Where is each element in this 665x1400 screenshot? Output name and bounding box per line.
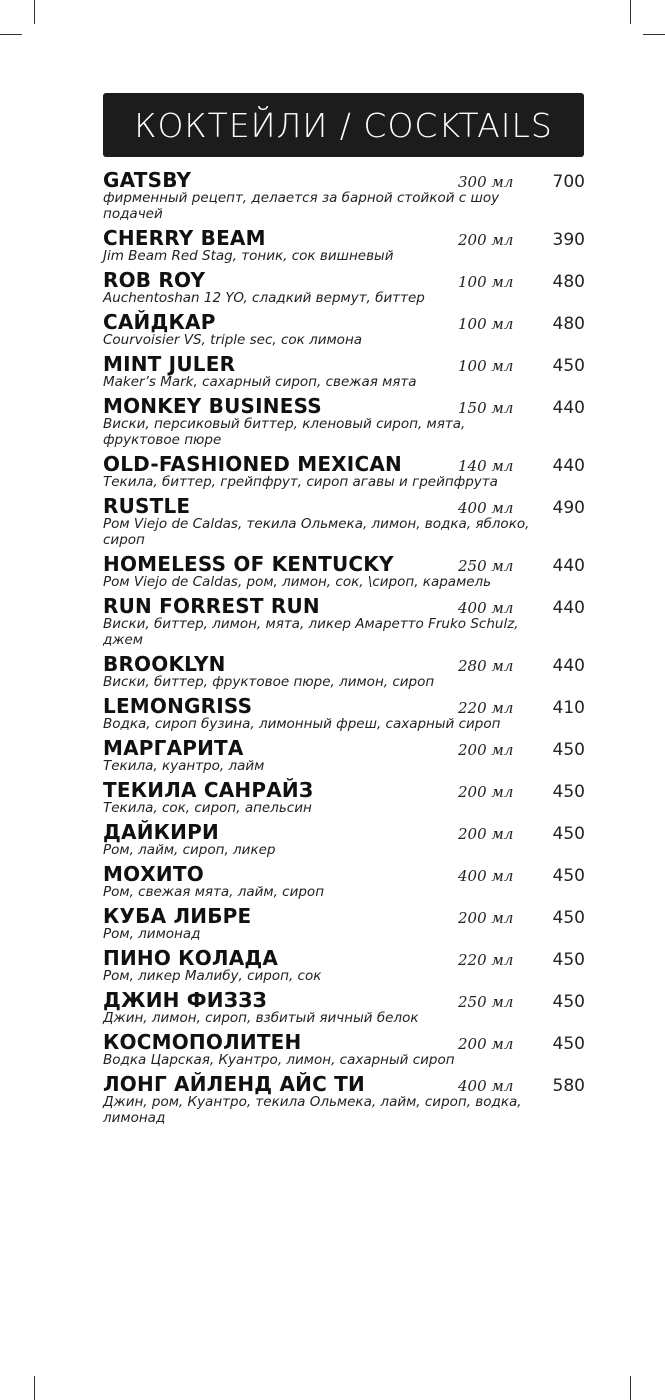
cocktail-volume: 200 мл — [458, 909, 514, 927]
cocktail-description: Джин, лимон, сироп, взбитый яичный белок — [103, 1010, 419, 1026]
menu-item — [103, 1072, 593, 1126]
cocktail-price: 450 — [552, 866, 585, 886]
cocktail-name: ЛОНГ АЙЛЕНД АЙС ТИ — [103, 1072, 365, 1096]
menu-item — [103, 778, 593, 816]
menu-item — [103, 594, 593, 648]
cocktail-name: RUSTLE — [103, 494, 191, 518]
cocktail-price: 450 — [552, 908, 585, 928]
cocktail-price: 480 — [552, 314, 585, 334]
menu-item — [103, 168, 593, 222]
cocktail-price: 450 — [552, 950, 585, 970]
cocktail-name: GATSBY — [103, 168, 192, 192]
section-header — [103, 93, 584, 157]
cocktail-description: Jim Beam Red Stag, тоник, сок вишневый — [103, 248, 394, 264]
menu-item — [103, 1030, 593, 1068]
menu-item — [103, 310, 593, 348]
cocktail-description: Виски, биттер, лимон, мята, ликер Амаретто Fruko Schulz, джем — [103, 616, 519, 648]
cocktail-price: 450 — [552, 824, 585, 844]
crop-mark — [34, 0, 35, 24]
cocktail-volume: 150 мл — [458, 399, 514, 417]
cocktail-description: Джин, ром, Куантро, текила Ольмека, лайм, сироп, водка, лимонад — [103, 1094, 522, 1126]
cocktail-volume: 200 мл — [458, 783, 514, 801]
cocktail-volume: 400 мл — [458, 1077, 514, 1095]
cocktail-name: ПИНО КОЛАДА — [103, 946, 279, 970]
cocktail-name: RUN FORREST RUN — [103, 594, 320, 618]
menu-item — [103, 736, 593, 774]
crop-mark — [630, 0, 631, 24]
cocktail-list — [103, 168, 593, 1130]
cocktail-price: 440 — [552, 398, 585, 418]
cocktail-description: Виски, биттер, фруктовое пюре, лимон, сироп — [103, 674, 435, 690]
cocktail-name: MONKEY BUSINESS — [103, 394, 322, 418]
cocktail-price: 410 — [552, 698, 585, 718]
menu-item — [103, 946, 593, 984]
menu-item — [103, 352, 593, 390]
cocktail-description: фирменный рецепт, делается за барной стойкой с шоу подачей — [103, 190, 500, 222]
menu-item — [103, 268, 593, 306]
section-title: КОКТЕЙЛИ / COCKTAILS — [134, 105, 553, 145]
cocktail-description: Виски, персиковый биттер, кленовый сироп, мята, фруктовое пюре — [103, 416, 466, 448]
menu-item — [103, 652, 593, 690]
cocktail-name: BROOKLYN — [103, 652, 226, 676]
cocktail-description: Ром, свежая мята, лайм, сироп — [103, 884, 325, 900]
crop-mark — [0, 34, 22, 35]
crop-mark — [630, 1376, 631, 1400]
menu-item — [103, 452, 593, 490]
cocktail-price: 450 — [552, 992, 585, 1012]
cocktail-volume: 250 мл — [458, 993, 514, 1011]
cocktail-volume: 200 мл — [458, 741, 514, 759]
crop-mark — [643, 34, 665, 35]
cocktail-price: 450 — [552, 1034, 585, 1054]
cocktail-description: Ром, ликер Малибу, сироп, сок — [103, 968, 322, 984]
cocktail-volume: 300 мл — [458, 173, 514, 191]
menu-item — [103, 862, 593, 900]
cocktail-price: 700 — [552, 172, 585, 192]
cocktail-name: КУБА ЛИБРЕ — [103, 904, 252, 928]
cocktail-name: LEMONGRISS — [103, 694, 253, 718]
cocktail-volume: 400 мл — [458, 499, 514, 517]
cocktail-price: 490 — [552, 498, 585, 518]
cocktail-volume: 100 мл — [458, 273, 514, 291]
crop-mark — [34, 1376, 35, 1400]
cocktail-volume: 280 мл — [458, 657, 514, 675]
cocktail-price: 440 — [552, 598, 585, 618]
cocktail-description: Auchentoshan 12 YO, сладкий вермут, биттер — [103, 290, 425, 306]
cocktail-volume: 220 мл — [458, 699, 514, 717]
cocktail-volume: 400 мл — [458, 867, 514, 885]
menu-item — [103, 694, 593, 732]
cocktail-price: 480 — [552, 272, 585, 292]
cocktail-description: Текила, биттер, грейпфрут, сироп агавы и грейпфрута — [103, 474, 498, 490]
cocktail-description: Водка Царская, Куантро, лимон, сахарный сироп — [103, 1052, 455, 1068]
menu-item — [103, 494, 593, 548]
cocktail-description: Maker’s Mark, сахарный сироп, свежая мята — [103, 374, 417, 390]
cocktail-price: 450 — [552, 356, 585, 376]
cocktail-volume: 100 мл — [458, 315, 514, 333]
cocktail-price: 390 — [552, 230, 585, 250]
cocktail-description: Ром, лимонад — [103, 926, 201, 942]
cocktail-name: САЙДКАР — [103, 310, 216, 334]
cocktail-name: ТЕКИЛА САНРАЙЗ — [103, 778, 314, 802]
menu-item — [103, 904, 593, 942]
cocktail-description: Водка, сироп бузина, лимонный фреш, сахарный сироп — [103, 716, 501, 732]
cocktail-name: CHERRY BEAM — [103, 226, 266, 250]
cocktail-price: 450 — [552, 740, 585, 760]
cocktail-name: MINT JULER — [103, 352, 236, 376]
cocktail-description: Ром, лайм, сироп, ликер — [103, 842, 276, 858]
cocktail-price: 440 — [552, 656, 585, 676]
cocktail-volume: 220 мл — [458, 951, 514, 969]
cocktail-name: МАРГАРИТА — [103, 736, 244, 760]
cocktail-volume: 140 мл — [458, 457, 514, 475]
menu-item — [103, 988, 593, 1026]
cocktail-name: КОСМОПОЛИТЕН — [103, 1030, 302, 1054]
cocktail-name: ДЖИН ФИЗЗЗ — [103, 988, 267, 1012]
cocktail-volume: 100 мл — [458, 357, 514, 375]
cocktail-volume: 250 мл — [458, 557, 514, 575]
cocktail-description: Ром Viejo de Caldas, текила Ольмека, лимон, водка, яблоко, сироп — [103, 516, 530, 548]
menu-item — [103, 226, 593, 264]
cocktail-name: HOMELESS OF KENTUCKY — [103, 552, 394, 576]
cocktail-name: ROB ROY — [103, 268, 206, 292]
cocktail-volume: 200 мл — [458, 825, 514, 843]
cocktail-description: Текила, куантро, лайм — [103, 758, 265, 774]
cocktail-description: Текила, сок, сироп, апельсин — [103, 800, 312, 816]
cocktail-volume: 200 мл — [458, 231, 514, 249]
cocktail-name: МОХИТО — [103, 862, 204, 886]
cocktail-name: OLD-FASHIONED MEXICAN — [103, 452, 402, 476]
cocktail-price: 580 — [552, 1076, 585, 1096]
cocktail-price: 440 — [552, 456, 585, 476]
menu-item — [103, 820, 593, 858]
cocktail-volume: 400 мл — [458, 599, 514, 617]
menu-item — [103, 394, 593, 448]
cocktail-price: 450 — [552, 782, 585, 802]
menu-item — [103, 552, 593, 590]
cocktail-volume: 200 мл — [458, 1035, 514, 1053]
cocktail-description: Courvoisier VS, triple sec, сок лимона — [103, 332, 363, 348]
cocktail-name: ДАЙКИРИ — [103, 820, 219, 844]
cocktail-price: 440 — [552, 556, 585, 576]
cocktail-description: Ром Viejo de Caldas, ром, лимон, сок, \сироп, карамель — [103, 574, 492, 590]
